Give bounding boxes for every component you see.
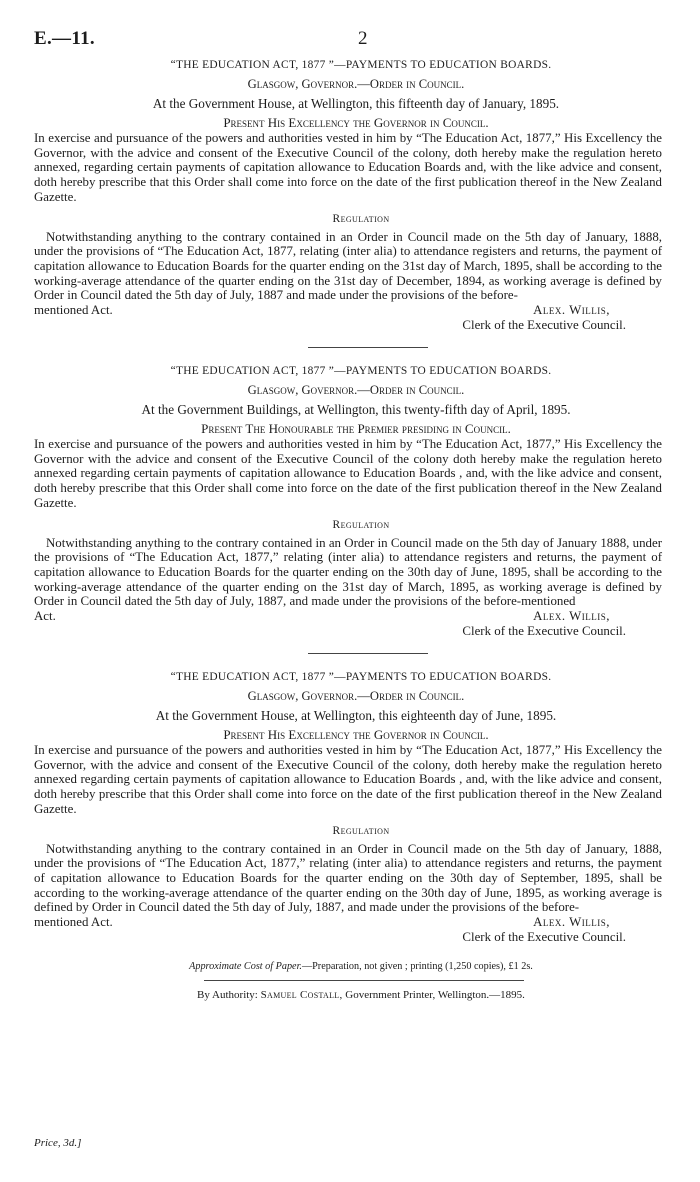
order-title: “THE EDUCATION ACT, 1877 ”—PAYMENTS TO EDUCATION BOARDS. — [170, 59, 552, 71]
signatory-name: Alex. Willis, — [533, 303, 610, 318]
printer-location: Government Printer, Wellington.—1895. — [345, 989, 525, 1002]
signatory-name: Alex. Willis, — [533, 609, 610, 624]
order-preamble: In exercise and pursuance of the powers and authorities vested in him by “The Education Act, 1877,” His Excellency the Governor, with the advice and consent of the Executive Council of the colony, doth hereby make the regulation hereto annexed, regarding certain payments of capitation allowance to Education Boards and, with the like advice and consent, doth hereby prescribe that this Order shall come into force on the date of the first publication thereof in the New Zealand Gazette. — [34, 131, 662, 204]
order-in-council-1 — [34, 58, 662, 333]
order-subtitle: Glasgow, Governor.—Order in Council. — [247, 77, 465, 91]
order-title: “THE EDUCATION ACT, 1877 ”—PAYMENTS TO EDUCATION BOARDS. — [170, 671, 552, 684]
section-divider — [308, 653, 428, 654]
regulation-last-line: mentioned Act. — [34, 915, 113, 930]
cost-note-details: —Preparation, not given ; printing (1,250 copies), £1 2s. — [301, 961, 533, 973]
order-preamble: In exercise and pursuance of the powers and authorities vested in him by “The Education Act, 1877,” His Excellency the Governor with the advice and consent of the Executive Council of the colony doth hereby make the regulation hereto annexed regarding certain payments of capitation allowance to Education Boards , and, with the like advice and consent, doth hereby prescribe that this Order shall come into force on the date of the first publication thereof in the New Zealand Gazette. — [34, 437, 662, 510]
order-venue: At the Government House, at Wellington, this eighteenth day of June, 1895. — [155, 708, 557, 724]
printer-authority — [60, 989, 662, 1001]
regulation-heading: Regulation — [332, 824, 390, 837]
page-header — [34, 28, 662, 56]
order-title: “THE EDUCATION ACT, 1877 ”—PAYMENTS TO EDUCATION BOARDS. — [170, 365, 552, 378]
order-present: Present His Excellency the Governor in Council. — [223, 727, 489, 743]
regulation-last-line: mentioned Act. — [34, 303, 113, 318]
order-present: Present The Honourable the Premier presiding in Council. — [201, 421, 511, 437]
regulation-last-line: Act. — [34, 609, 56, 624]
regulation-text: Notwithstanding anything to the contrary contained in an Order in Council made on the 5th day of January 1888, under the provisions of “The Education Act, 1877,” relating (inter alia) to attendance registers and returns, the payment of capitation allowance to Education Boards for the quarter ending on the 30th day of June, 1895, shall be according to the working-average attendance of the quarter ending on the 31st day of March, 1895, as working average is defined by Order in Council dated the 5th day of July, 1887, and made under the provisions of the before-mentioned — [34, 535, 662, 609]
regulation-text: Notwithstanding anything to the contrary contained in an Order in Council made on the 5th day of January, 1888, under the provisions of “The Education Act, 1877,” relating (inter alia) to attendance registers and returns, the payment of capitation allowance to Education Boards for the quarter ending on the 30th day of September, 1895, shall be according to the working-average attendance of the quarter ending on the 30th day of June, 1895, as working average is defined by Order in Council dated the 5th day of July, 1887, and made under the provisions of the before- — [34, 841, 662, 915]
regulation-text: Notwithstanding anything to the contrary contained in an Order in Council made on the 5th day of January, 1888, under the provisions of “The Education Act, 1877, relating (inter alia) to attendance registers and returns, the payment of capitation allowance to Education Boards for the quarter ending on the 31st day of March, 1895, shall be according to the working-average attendance of the quarter ending on the 31st day of December, 1894, as working average is defined by Order in Council dated the 5th day of July, 1887 and made under the provisions of the before- — [34, 229, 662, 303]
signature-block — [34, 303, 662, 334]
order-preamble: In exercise and pursuance of the powers and authorities vested in him by “The Education Act, 1877,” His Excellency the Governor, with the advice and consent of the Executive Council of the colony, doth hereby make the regulation hereto annexed regarding certain payments of capitation allowance to Education Boards , and, with the like advice and consent, doth hereby prescribe that this Order shall come into force on the date of the first publication thereof in the New Zealand Gazette. — [34, 743, 662, 816]
signature-block — [34, 915, 662, 946]
regulation-heading: Regulation — [332, 518, 390, 531]
cost-of-paper-note — [60, 961, 662, 972]
signature-block — [34, 609, 662, 640]
order-venue: At the Government House, at Wellington, this fifteenth day of January, 1895. — [152, 96, 560, 111]
section-divider — [308, 347, 428, 348]
price-label: Price, 3d.] — [34, 1137, 82, 1149]
order-subtitle: Glasgow, Governor.—Order in Council. — [247, 689, 465, 704]
cost-note-lead: Approximate Cost of Paper. — [189, 961, 302, 973]
order-present: Present His Excellency the Governor in Council. — [223, 115, 489, 130]
signatory-title: Clerk of the Executive Council. — [462, 318, 626, 333]
page-number: 2 — [358, 28, 368, 49]
footer-divider — [204, 980, 524, 981]
regulation-heading: Regulation — [332, 212, 390, 225]
signatory-title: Clerk of the Executive Council. — [462, 624, 626, 639]
order-venue: At the Government Buildings, at Wellington, this twenty-fifth day of April, 1895. — [141, 402, 571, 418]
order-in-council-3 — [34, 670, 662, 945]
printer-name: Samuel Costall, — [260, 989, 343, 1002]
signatory-name: Alex. Willis, — [533, 915, 610, 930]
signatory-title: Clerk of the Executive Council. — [462, 930, 626, 945]
authority-prefix: By Authority: — [197, 989, 258, 1002]
order-in-council-2 — [34, 364, 662, 639]
page-reference: E.—11. — [34, 28, 95, 49]
order-subtitle: Glasgow, Governor.—Order in Council. — [247, 383, 465, 398]
